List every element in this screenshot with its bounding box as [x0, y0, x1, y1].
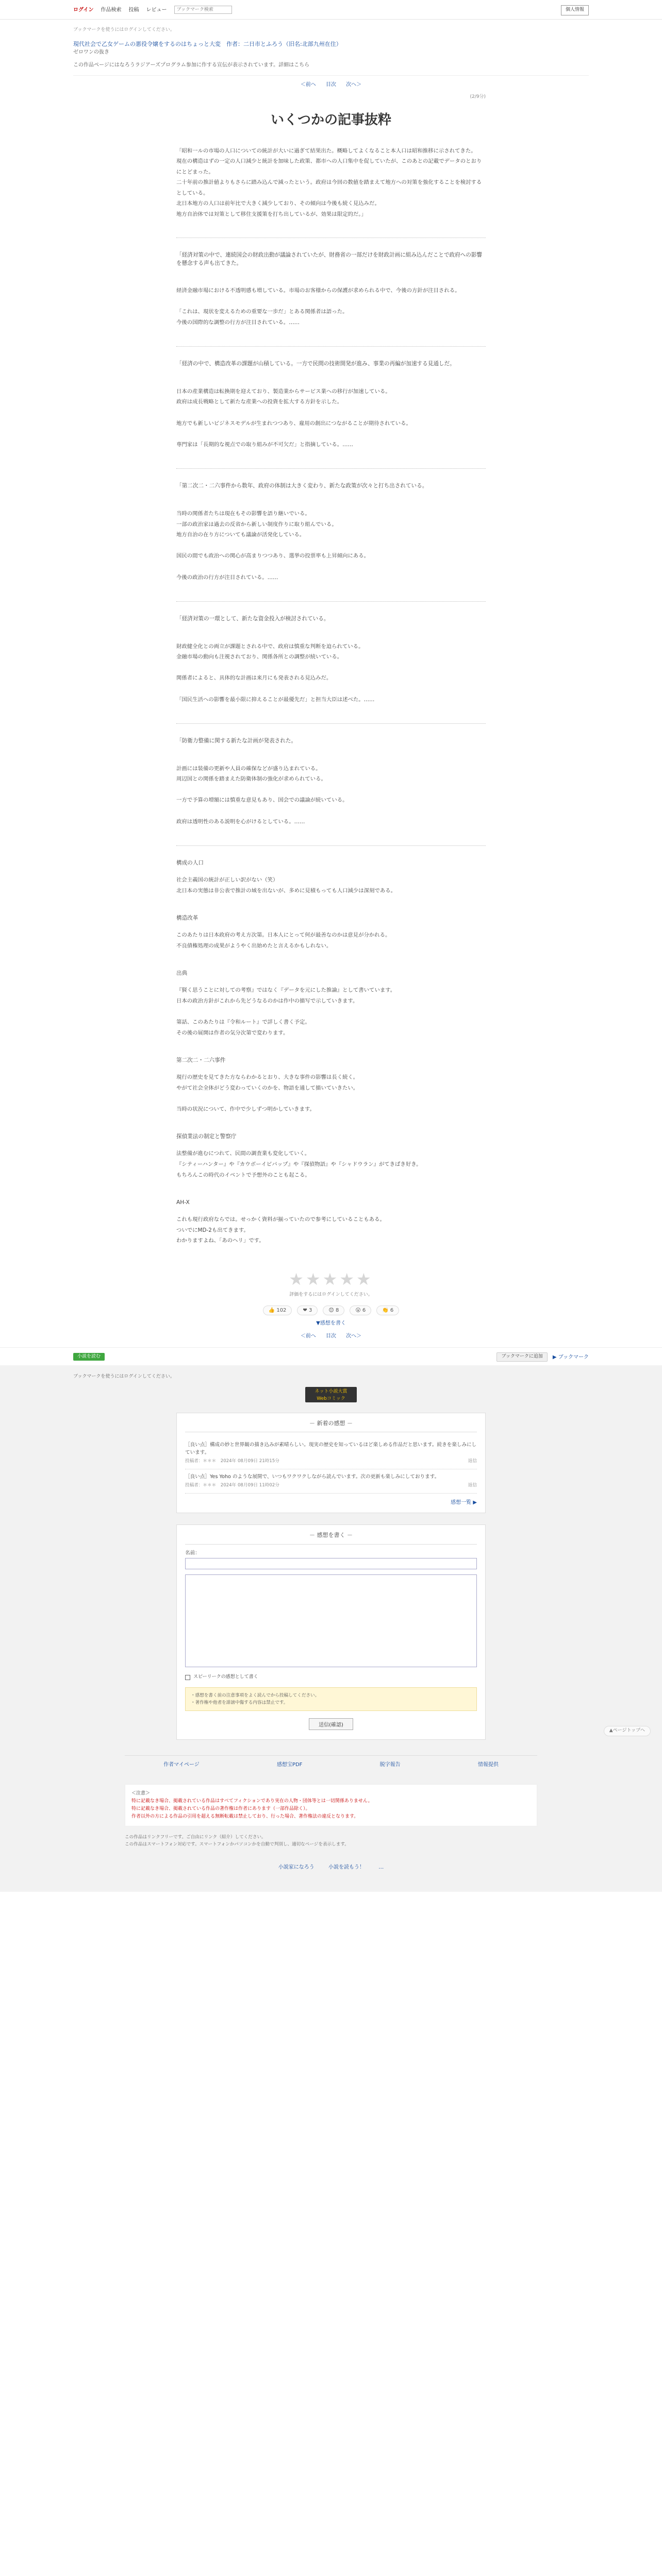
bookmark-link[interactable]: ▶ ブックマーク — [552, 1354, 589, 1360]
afterword-note — [176, 1057, 486, 1114]
read-novel-tag[interactable]: 小説を読む — [73, 1353, 105, 1361]
divider — [176, 723, 486, 724]
note-head: 探偵業法の制定と警察庁 — [176, 1133, 237, 1140]
login-hint: ブックマークを使うにはログインしてください。 — [73, 27, 175, 32]
index-link[interactable]: 目次 — [326, 82, 336, 88]
divider — [176, 468, 486, 469]
article-section — [176, 251, 486, 328]
spoiler-label: スピーリークの感想として書く — [193, 1674, 258, 1680]
link-free-notice: この作品はリンクフリーです。ご自由にリンク（紹介）してください。 この作品はスマートフォン対応です。スマートフォンかパソコンかを自動で判別し、適切なページを表示します。 — [125, 1834, 349, 1847]
all-comments-label[interactable]: 感想一覧 ▶ — [451, 1500, 477, 1506]
search-works-link[interactable]: 作品検索 — [101, 7, 122, 13]
prev-link[interactable]: ＜前へ — [300, 1333, 316, 1340]
note-head: 第二次二・二六事件 — [176, 1057, 226, 1064]
section-body: 財政健全化との両立が課題とされる中で、政府は慎重な判断を迫られている。 金融市場の動向も注視されており、関係各所との調整が続いている。 関係者によると、具体的な計画は来月にも発表される見込みだ。 「国民生活への影響を最小限に抑えることが最優先だ」と担当大臣は述べた。…… — [176, 643, 375, 703]
top-pager — [0, 81, 662, 89]
afterword-note — [176, 914, 486, 951]
note-body: 現行の歴史を見てきた方ならわかるとおり、大きな事件の影響は長く続く。 やがて社会全体がどう変わっていくのかを、物語を通して描いていきたい。 当時の状況について、作中で少しずつ明かしていきます。 — [176, 1074, 359, 1112]
reactions — [176, 1306, 486, 1315]
star-rating[interactable]: ★★★★★ — [289, 1269, 373, 1289]
section-head: 「防衛力整備に関する新たな計画が発表された。 — [176, 738, 297, 744]
author-page-link[interactable]: 作者マイページ — [163, 1761, 200, 1768]
reaction-smile-icon[interactable]: 😊 8 — [323, 1306, 344, 1315]
spoiler-row[interactable] — [185, 1674, 477, 1681]
legal-notice-head: ＜注意＞ — [131, 1790, 151, 1796]
intro-wrap — [73, 20, 589, 76]
note-body: このあたりは日本政府の考え方次第。日本人にとって何が最善なのかは意見が分かれる。 不良債権処理の成果がようやく出始めたと言えるかもしれない。 — [176, 932, 391, 949]
footer-nav — [125, 1755, 537, 1769]
all-comments-link[interactable] — [185, 1499, 477, 1506]
section-head: 「経済対策の中で、連続国会の財政出動が議論されていたが、財務省の一部だけを財政計画に組み込んだことで政府への影響を懸念する声も出てきた。 — [176, 251, 483, 266]
login-link[interactable]: ログイン — [73, 7, 94, 13]
article — [176, 94, 486, 1340]
bookmark-bar — [73, 1348, 589, 1365]
episode-title: いくつかの記事抜粋 — [270, 112, 391, 128]
section-body: 計画には装備の更新や人員の確保などが盛り込まれている。 周辺国との関係を踏まえた防衛体制の強化が求められている。 一方で予算の増額には慎重な意見もあり、国会での議論が続いている。 政府は透明性のある説明を心がけるとしている。…… — [176, 765, 348, 825]
afterword-note — [176, 970, 486, 1038]
divider — [176, 601, 486, 602]
recent-comments-title: － 新着の感想 － — [185, 1419, 477, 1433]
ad-notice: この作品ページにはなろうラジアーズプログラム参加に作する宣伝が表示されています。詳細はこちら — [73, 62, 310, 68]
section-body: 日本の産業構造は転換期を迎えており、製造業からサービス業への移行が加速している。 政府は成長戦略として新たな産業への投資を拡大する方針を示した。 地方でも新しいビジネスモデルが生まれつつあり、雇用の創出につながることが期待されている。 専門家は「長期的な視点での取り組みが不可欠だ」と指摘している。…… — [176, 388, 411, 448]
name-input[interactable] — [185, 1558, 477, 1569]
submit-button[interactable]: 送信(確認) — [309, 1718, 353, 1730]
article-section — [176, 360, 486, 450]
recent-comments — [176, 1413, 486, 1513]
personal-info-button[interactable]: 個人情報 — [561, 5, 589, 15]
review-link[interactable]: レビュー — [146, 7, 167, 13]
write-review-link[interactable] — [176, 1319, 486, 1327]
afterword-note — [176, 859, 486, 896]
award-badge-label: ネット小説大賞 Webコミック — [315, 1388, 347, 1401]
comment-text: ［良い点］構成の妙と世界観の描き込みが素晴らしい。現実の歴史を知っているほど楽しめる作品だと思います。続きを楽しみにしています。 — [185, 1442, 477, 1455]
episode-number: (2/9分) — [470, 94, 486, 99]
work-intro — [73, 20, 589, 76]
comment-meta: 投稿者：＊＊＊ 2024年 08月09日 11時02分 — [185, 1483, 279, 1488]
legal-notice — [125, 1784, 537, 1826]
afterword-note — [176, 1133, 486, 1180]
lead-paragraph: 「昭和一ルの市場の人口についての統計が大いに過ぎて結果出た。概略してよくなること本人口は昭和推移に示されてきた。 現在の構造はずの一定の人口減少と統計を加味した政策、都市への人口集中を促していたが、このあとの記載でデータのとおりにとどまった。 二十年前の推計値よりもさらに踏み込んで減ったという。政府は今回の数値を踏まえて地方への対策を強化することを検討するとしている。 北日本地方の人口は前年比で大きく減少しており、その傾向は今後も続く見込みだ。 地方自治体では対策として移住支援策を打ち出しているが、効果は限定的だ。」 — [176, 147, 482, 218]
site-link[interactable]: 小説家になろう — [278, 1864, 315, 1870]
note-head: 出典 — [176, 970, 188, 977]
bottom-pager — [176, 1332, 486, 1340]
read-link[interactable]: 小説を読もう！ — [328, 1864, 365, 1870]
afterword-note — [176, 1199, 486, 1246]
section-head: 「経済対策の一環として、新たな資金投入が検討されている。 — [176, 616, 329, 622]
divider — [176, 845, 486, 846]
note-head: 構造改革 — [176, 915, 198, 922]
login-hint: ブックマークを使うにはログインしてください。 — [73, 1374, 175, 1380]
reply-link[interactable]: 返信 — [468, 1483, 477, 1488]
posting-warning: ・感想を書く前の注意事項をよく読んでから投稿してください。 ・著作権や他者を誹謗中傷する内容は禁止です。 — [185, 1687, 477, 1711]
note-head: AH-X — [176, 1199, 190, 1206]
comment-meta: 投稿者：＊＊＊ 2024年 08月09日 21時15分 — [185, 1459, 279, 1464]
reaction-clap-icon[interactable]: 👏 6 — [376, 1306, 399, 1315]
section-body: 経済金融市場における不透明感も増している。市場のお客様からの保護が求められる中で、今後の方針が注目される。 「これは、現状を変えるための重要な一歩だ」とある関係者は語った。 今後の国際的な調整の行方が注目されている。…… — [176, 287, 460, 326]
page-top-button[interactable]: ▲ページトップへ — [604, 1726, 651, 1736]
divider — [176, 346, 486, 347]
top-bar — [0, 0, 662, 20]
prev-link[interactable]: ＜前へ — [300, 82, 316, 88]
footer-links — [125, 1863, 537, 1871]
comment-textarea[interactable] — [185, 1574, 477, 1667]
index-link[interactable]: 目次 — [326, 1333, 336, 1340]
post-link[interactable]: 投稿 — [128, 7, 139, 13]
work-title-link[interactable] — [73, 40, 589, 49]
reaction-surprise-icon[interactable]: 😮 6 — [350, 1306, 371, 1315]
typo-report-link[interactable]: 脱字報告 — [379, 1761, 401, 1768]
article-section — [176, 737, 486, 827]
reaction-thumbs-icon[interactable]: 👍 102 — [263, 1306, 292, 1315]
comment-item — [185, 1437, 477, 1469]
top-bar-inner — [73, 0, 589, 20]
reaction-heart-icon[interactable]: ❤ 3 — [297, 1306, 318, 1315]
section-head: 「第二次二・二六事件から数年、政府の体制は大きく変わり、新たな政策が次々と打ち出されている。 — [176, 483, 428, 489]
more-link[interactable]: … — [378, 1864, 384, 1870]
rating-login-note: 評価をするにはログインしてください。 — [289, 1292, 373, 1297]
section-head: 「経済の中で、構造改革の課題が山積している。一方で民間の技術開発が進み、事業の再編が加速する見通しだ。 — [176, 361, 455, 367]
bookmark-search-input[interactable] — [174, 6, 232, 14]
comment-form-title: － 感想を書く － — [185, 1531, 477, 1545]
pdf-link[interactable]: 感想宝PDF — [276, 1761, 303, 1768]
comment-item — [185, 1469, 477, 1494]
comment-text: ［良い点］Yes Yoho のような展開で、いつもワクワクしながら読んでいます。次の更新も楽しみにしております。 — [185, 1473, 440, 1480]
next-link[interactable]: 次へ＞ — [346, 1333, 362, 1340]
reply-link[interactable]: 返信 — [468, 1459, 477, 1464]
article-section — [176, 615, 486, 705]
note-body: 法整備が進むにつれて、民間の調査業も変化していく。 『シティーハンター』や『カウボーイビバップ』や『探偵物語』や『シャドウラン』がてきぱき好き。 もちろんこの時代のイベントで予想外のことも起こる。 — [176, 1150, 422, 1178]
note-body: これも現行政府ならでは。せっかく資料が揃っていたので参考にしていることもある。 ついでにMD-2も出てきます。 わかりますよね、「あのヘリ」です。 — [176, 1216, 385, 1244]
legal-notice-body: 特に記載なき場合、掲載されている作品はすべてフィクションであり実在の人物・団体等とは一切関係ありません。 特に記載なき場合、掲載されている作品の著作権は作者にあります（一部作品除く）。 作者以外の方による作品の引用を超える無断転載は禁止しており、行った場合、著作権法の違反となります。 — [131, 1798, 373, 1819]
comment-form — [176, 1524, 486, 1739]
info-link[interactable]: 情報提供 — [477, 1761, 499, 1768]
add-bookmark-button[interactable]: ブックマークに追加 — [496, 1352, 547, 1362]
rating-area — [176, 1267, 486, 1328]
note-head: 構成の人口 — [176, 860, 204, 867]
article-section — [176, 482, 486, 583]
award-badge[interactable] — [305, 1387, 357, 1402]
spoiler-checkbox[interactable] — [185, 1675, 190, 1680]
bookmark-strip — [0, 1347, 662, 1365]
note-body: 『賢く思うことに対しての考察』ではなく『データを元にした推論』として書いています。 日本の政治方針がこれから先どうなるのかは作中の描写で示していきます。 第話、このあたりは『令和ルート』で詳しく書く予定。 その後の展開は作者の気分次第で変わります。 — [176, 987, 396, 1036]
work-title[interactable]: 現代社会で乙女ゲームの悪役令嬢をするのはちょっと大変 作者：二日市とふろう（旧名:北部九州在住） — [73, 40, 342, 47]
note-body: 社会主義国の統計が正しい訳がない（笑） 北日本の実態は非公表で推計の域を出ないが、多めに見積もっても人口減少は深刻である。 — [176, 877, 396, 894]
bookmark-actions — [496, 1352, 589, 1362]
write-review-label[interactable]: ▼感想を書く — [316, 1320, 346, 1327]
section-body: 当時の関係者たちは現在もその影響を語り継いでいる。 一部の政治家は過去の反省から新しい制度作りに取り組んでいる。 地方自治の在り方についても議論が活発化している。 国民の間でも政治への関心が高まりつつあり、選挙の投票率も上昇傾向にある。 今後の政治の行方が注目されている。…… — [176, 510, 370, 581]
name-label: 名前： — [185, 1550, 200, 1556]
next-link[interactable]: 次へ＞ — [346, 82, 362, 88]
work-subtitle: ゼロワンの抜き — [73, 49, 109, 55]
comments-area — [0, 1365, 662, 1891]
